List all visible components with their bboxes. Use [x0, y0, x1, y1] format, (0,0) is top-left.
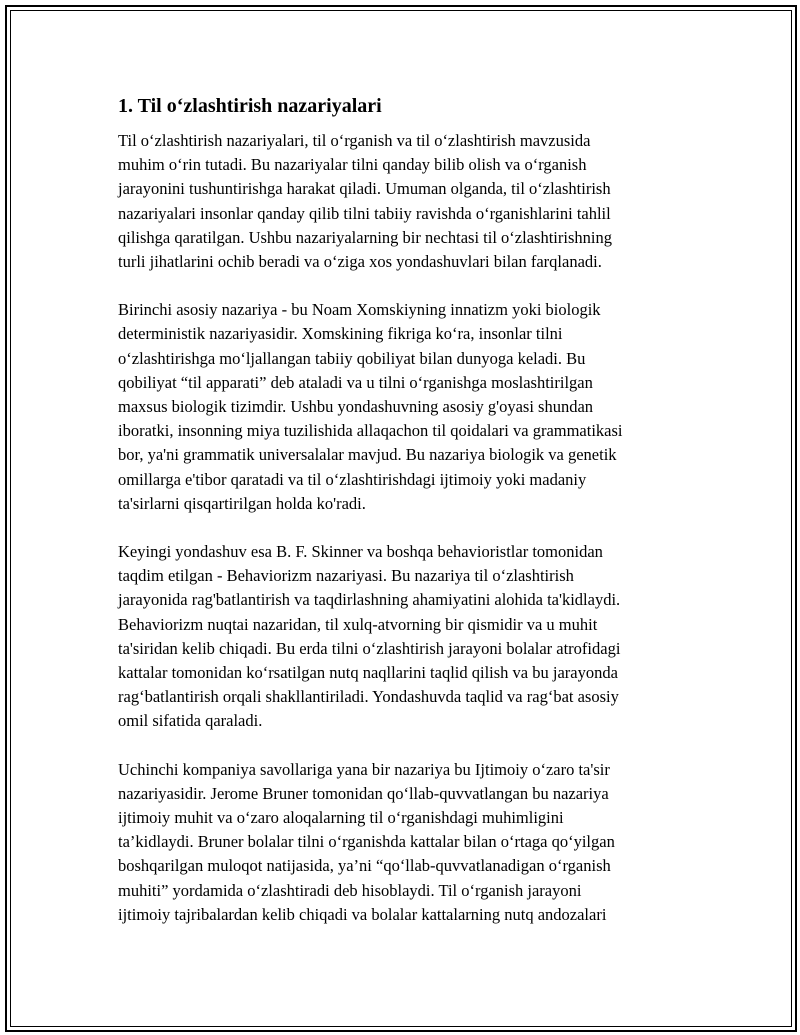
text-line: nazariyalari insonlar qanday qilib tilni tabiiy ravishda o‘rganishlarini tahlil: [118, 203, 611, 223]
text-line: ijtimoiy tajribalardan kelib chiqadi va bolalar kattalarning nutq andozalari: [118, 904, 607, 924]
text-line: maxsus biologik tizimdir. Ushbu yondashuvning asosiy g'oyasi shundan: [118, 397, 594, 417]
text-line: qilishga qaratilgan. Ushbu nazariyalarning bir nechtasi til o‘zlashtirishning: [118, 227, 612, 247]
paragraph-2: [118, 298, 698, 516]
text-line: Til o‘zlashtirish nazariyalari, til o‘rganish va til o‘zlashtirish mavzusida: [118, 131, 591, 150]
text-line: taqdim etilgan - Behaviorizm nazariyasi. Bu nazariya til o‘zlashtirish: [118, 566, 574, 586]
paragraph-3: [118, 540, 698, 734]
text-line: deterministik nazariyasidir. Xomskining fikriga ko‘ra, insonlar tilni: [118, 324, 563, 344]
text-line: muhim o‘rin tutadi. Bu nazariyalar tilni qanday bilib olish va o‘rganish: [118, 155, 587, 175]
text-line: Keyingi yondashuv esa B. F. Skinner va boshqa behavioristlar tomonidan: [118, 542, 603, 562]
text-line: muhiti” yordamida o‘zlashtiradi deb hisoblaydi. Til o‘rganish jarayoni: [118, 880, 582, 900]
section-heading: 1. Til o‘zlashtirish nazariyalari: [118, 95, 382, 117]
text-line: o‘zlashtirishga mo‘ljallangan tabiiy qobiliyat bilan dunyoga keladi. Bu: [118, 348, 586, 368]
text-line: kattalar tomonidan ko‘rsatilgan nutq naqllarini taqlid qilish va bu jarayonda: [118, 663, 618, 683]
text-line: Uchinchi kompaniya savollariga yana bir nazariya bu Ijtimoiy o‘zaro ta'sir: [118, 759, 610, 779]
text-line: Birinchi asosiy nazariya - bu Noam Xomskiyning innatizm yoki biologik: [118, 300, 601, 320]
text-line: ijtimoiy muhit va o‘zaro aloqalarning til o‘rganishdagi muhimligini: [118, 808, 564, 828]
text-line: ta'siridan kelib chiqadi. Bu erda tilni o‘zlashtirish jarayoni bolalar atrofidagi: [118, 638, 621, 658]
text-line: omil sifatida qaraladi.: [118, 711, 263, 731]
text-line: rag‘batlantirish orqali shakllantiriladi. Yondashuvda taqlid va rag‘bat asosiy: [118, 687, 619, 707]
text-line: bor, ya'ni grammatik universalalar mavjud. Bu nazariya biologik va genetik: [118, 445, 617, 465]
document-content: [118, 93, 698, 951]
text-line: turli jihatlarini ochib beradi va o‘ziga xos yondashuvlari bilan farqlanadi.: [118, 252, 602, 272]
text-line: qobiliyat “til apparati” deb ataladi va u tilni o‘rganishga moslashtirilgan: [118, 372, 593, 392]
text-line: jarayonida rag'batlantirish va taqdirlashning ahamiyatini alohida ta'kidlaydi.: [118, 590, 621, 610]
text-line: iboratki, insonning miya tuzilishida allaqachon til qoidalari va grammatikasi: [118, 421, 623, 441]
text-line: ta’kidlaydi. Bruner bolalar tilni o‘rganishda kattalar bilan o‘rtaga qo‘yilgan: [118, 832, 615, 852]
text-line: Behaviorizm nuqtai nazaridan, til xulq-atvorning bir qismidir va u muhit: [118, 614, 598, 634]
paragraph-1: [118, 129, 698, 274]
text-line: ta'sirlarni qisqartirilgan holda ko'radi.: [118, 493, 366, 513]
text-line: omillarga e'tibor qaratadi va til o‘zlashtirishdagi ijtimoiy yoki madaniy: [118, 469, 587, 489]
text-line: nazariyasidir. Jerome Bruner tomonidan qo‘llab-quvvatlangan bu nazariya: [118, 783, 609, 803]
paragraph-4: [118, 758, 698, 927]
text-line: jarayonini tushuntirishga harakat qiladi. Umuman olganda, til o‘zlashtirish: [118, 179, 611, 199]
text-line: boshqarilgan muloqot natijasida, ya’ni “qo‘llab-quvvatlanadigan o‘rganish: [118, 856, 611, 876]
